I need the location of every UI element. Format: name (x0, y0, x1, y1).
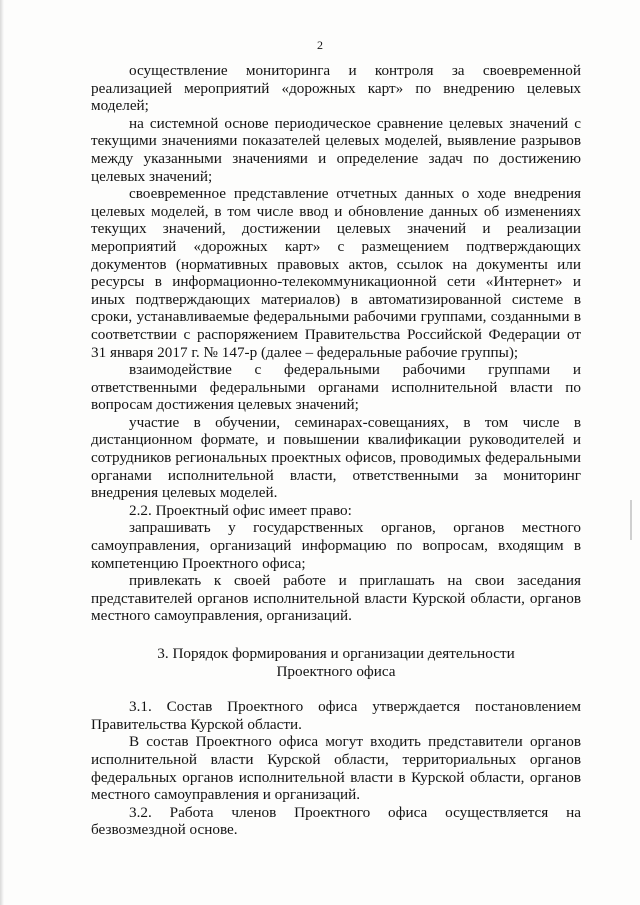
paragraph-reporting: своевременное представление отчетных данных о ходе внедрения целевых моделей, в том числе ввод и обновление данных об изменениях текущих значений, достижении целевых значений и реализации мероприятий «дорожных карт» с размещением подтверждающих документов (нормативных правовых актов, ссылок на документы или ресурсы в информационно-телекоммуникационной сети «Интернет» и иных подтверждающих материалов) в автоматизированной системе в сроки, устанавливаемые федеральными рабочими группами, созданными в соответствии с распоряжением Правительства Российской Федерации от 31 января 2017 г. № 147-р (далее – федеральные рабочие группы); (91, 185, 581, 361)
section-heading-line-2: Проектного офиса (276, 662, 396, 680)
paragraph-members: В состав Проектного офиса могут входить представители органов исполнительной власти Курской области, территориальных органов федеральных органов исполнительной власти в Курской области, органов местного самоуправления и организаций. (91, 733, 581, 804)
paragraph-unpaid: 3.2. Работа членов Проектного офиса осуществляется на безвозмездной основе. (91, 803, 581, 839)
paragraph-rights-intro: 2.2. Проектный офис имеет право: (129, 501, 352, 519)
paragraph-request-info: запрашивать у государственных органов, органов местного самоуправления, организаций информацию по вопросам, входящим в компетенцию Проектного офиса; (91, 519, 581, 572)
paragraph-invite: привлекать к своей работе и приглашать на свои заседания представителей органов исполнительной власти Курской области, органов местного самоуправления, организаций. (91, 572, 581, 625)
paragraph-comparison: на системной основе периодическое сравнение целевых значений с текущими значениями показателей целевых моделей, выявление разрывов между указанными значениями и определение задач по достижению целевых значений; (91, 114, 581, 185)
paragraph-composition: 3.1. Состав Проектного офиса утверждается постановлением Правительства Курской области. (91, 698, 581, 733)
document-body (91, 62, 581, 839)
paragraph-training: участие в обучении, семинарах-совещаниях, в том числе в дистанционном формате, и повышении квалификации руководителей и сотрудников региональных проектных офисов, проводимых федеральными органами исполнительной власти, ответственными за мониторинг внедрения целевых моделей. (91, 413, 581, 502)
section-heading-line-1: 3. Порядок формирования и организации деятельности (157, 645, 515, 662)
scan-artifact (630, 500, 632, 540)
paragraph-monitoring: осуществление мониторинга и контроля за своевременной реализацией мероприятий «дорожных карт» по внедрению целевых моделей; (91, 62, 581, 115)
paragraph-interaction: взаимодействие с федеральными рабочими группами и ответственными федеральными органами исполнительной власти по вопросам достижения целевых значений; (91, 361, 581, 414)
scan-edge-shadow (0, 0, 4, 905)
section-heading (91, 645, 581, 680)
page-number: 2 (317, 38, 323, 52)
